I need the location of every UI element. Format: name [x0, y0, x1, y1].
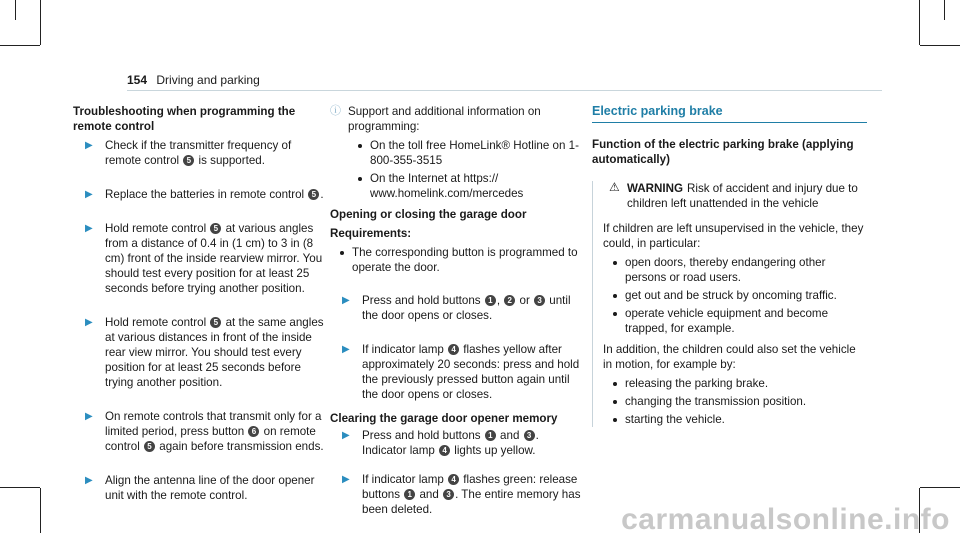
column-troubleshooting [73, 104, 325, 522]
warning-list-1 [603, 255, 867, 336]
troubleshooting-steps [73, 138, 325, 503]
step-text: Press and hold buttons [362, 294, 484, 307]
instruction-step [73, 473, 325, 503]
bullet-icon [613, 294, 617, 298]
step-text: If indicator lamp [362, 343, 448, 356]
page-number: 154 [127, 73, 148, 87]
step-text: Press and hold buttons [362, 429, 484, 442]
step-text: or [516, 294, 534, 307]
requirements-list [330, 245, 585, 275]
list-item [330, 245, 585, 275]
callout-number-badge: 5 [210, 317, 221, 328]
parking-brake-heading: Function of the electric parking brake (applying automatically) [592, 138, 854, 166]
step-text: . [320, 188, 324, 201]
warning-triangle-icon: ⚠ [609, 180, 620, 194]
list-item-text: changing the transmission position. [625, 395, 807, 408]
list-item-text: On the toll free HomeLink® Hotline on 1-800-355-3515 [370, 139, 579, 167]
callout-number-badge: 5 [210, 223, 221, 234]
step-text: again before transmission ends. [156, 440, 324, 453]
list-item-text: The corresponding button is programmed to operate the door. [352, 246, 578, 274]
callout-number-badge: 1 [485, 295, 496, 306]
info-note [330, 104, 585, 201]
step-text: is supported. [195, 154, 265, 167]
instruction-step [330, 472, 585, 517]
step-text: If indicator lamp [362, 473, 448, 486]
clearing-steps [330, 428, 585, 517]
step-text: until the door opens or closes. [362, 294, 571, 322]
callout-number-badge: 4 [439, 445, 450, 456]
step-arrow-icon: ▶ [342, 474, 350, 485]
info-text: Support and additional information on programming: [348, 105, 541, 133]
clearing-heading: Clearing the garage door opener memory [330, 412, 558, 425]
warning-text: Risk of accident and injury due to children left unattended in the vehicle [627, 182, 858, 210]
bullet-icon [613, 418, 617, 422]
callout-number-badge: 3 [443, 489, 454, 500]
step-text: and [496, 429, 523, 442]
instruction-step [330, 293, 585, 323]
step-text: and [416, 488, 443, 501]
bullet-icon [358, 144, 362, 148]
step-text: Hold remote control [105, 316, 210, 329]
step-text: Hold remote control [105, 222, 210, 235]
bullet-icon [613, 400, 617, 404]
instruction-step [330, 342, 585, 402]
step-arrow-icon: ▶ [85, 223, 93, 234]
step-text: flashes green: release buttons [362, 473, 578, 501]
instruction-step [73, 221, 325, 296]
crop-mark-bottom-left-v [40, 488, 41, 533]
opening-steps [330, 293, 585, 402]
instruction-step [73, 315, 325, 390]
watermark-text: carmanualsonline.info [621, 503, 950, 536]
step-arrow-icon: ▶ [85, 475, 93, 486]
instruction-step [73, 409, 325, 454]
crop-mark-bottom-right-h [920, 487, 960, 488]
callout-number-badge: 1 [485, 430, 496, 441]
crop-mark-top-left-v [40, 0, 41, 45]
warning-header [603, 181, 867, 211]
step-arrow-icon: ▶ [85, 189, 93, 200]
list-item [603, 255, 867, 285]
step-text: at the same angles at various distances in front of the inside rear view mirror. You should test every position for at least 25 seconds before trying another position. [105, 316, 324, 389]
step-text: Replace the batteries in remote control [105, 188, 308, 201]
opening-heading: Opening or closing the garage door [330, 208, 527, 221]
info-icon: ⓘ [330, 105, 341, 117]
list-item [603, 306, 867, 336]
list-item-text: On the Internet at https:// www.homelink.com/mercedes [370, 172, 524, 200]
bullet-icon [613, 312, 617, 316]
bullet-icon [340, 251, 344, 255]
bullet-icon [613, 261, 617, 265]
step-arrow-icon: ▶ [342, 344, 350, 355]
list-item [348, 138, 585, 168]
callout-number-badge: 5 [183, 155, 194, 166]
page-section-title: Driving and parking [156, 73, 260, 87]
callout-number-badge: 6 [248, 426, 259, 437]
requirements-title: Requirements: [330, 227, 412, 240]
step-arrow-icon: ▶ [85, 411, 93, 422]
warning-list-2 [603, 376, 867, 427]
bullet-icon [613, 382, 617, 386]
callout-number-badge: 5 [308, 189, 319, 200]
column-parking-brake [592, 104, 867, 433]
callout-number-badge: 4 [448, 344, 459, 355]
step-text: Check if the transmitter frequency of remote control [105, 139, 292, 167]
list-item-text: get out and be struck by oncoming traffic. [625, 289, 837, 302]
warning-paragraph-2: In addition, the children could also set the vehicle in motion, for example by: [603, 343, 856, 371]
troubleshooting-heading: Troubleshooting when programming the remote control [73, 105, 296, 133]
step-arrow-icon: ▶ [85, 317, 93, 328]
crop-mark-top-left-v2 [15, 0, 16, 20]
callout-number-badge: 5 [144, 441, 155, 452]
page-header [127, 73, 260, 88]
callout-number-badge: 1 [404, 489, 415, 500]
list-item [603, 394, 867, 409]
header-rule [127, 90, 882, 91]
step-text: On remote controls that transmit only for a limited period, press button [105, 410, 322, 438]
bullet-icon [358, 177, 362, 181]
list-item [603, 376, 867, 391]
warning-box [592, 181, 867, 427]
list-item [603, 288, 867, 303]
step-arrow-icon: ▶ [342, 295, 350, 306]
warning-paragraph-1: If children are left unsupervised in the vehicle, they could, in particular: [603, 222, 864, 250]
instruction-step [73, 138, 325, 168]
warning-label: WARNING [627, 182, 684, 195]
crop-mark-top-left-h [0, 45, 40, 46]
step-text: on remote control [105, 425, 316, 453]
step-text: lights up yellow. [451, 444, 536, 457]
section-title: Electric parking brake [592, 104, 867, 123]
list-item-text: starting the vehicle. [625, 413, 725, 426]
list-item-text: operate vehicle equipment and become trapped, for example. [625, 307, 829, 335]
instruction-step [330, 428, 585, 458]
list-item [348, 171, 585, 201]
list-item-text: open doors, thereby endangering other persons or road users. [625, 256, 826, 284]
column-garage-door [330, 104, 585, 531]
crop-mark-top-right-h [920, 45, 960, 46]
step-arrow-icon: ▶ [85, 140, 93, 151]
step-text: flashes yellow after approximately 20 seconds: press and hold the previously pressed button again until the door opens or closes. [362, 343, 580, 401]
callout-number-badge: 3 [534, 295, 545, 306]
crop-mark-top-right-v2 [944, 0, 945, 20]
step-text: at various angles from a distance of 0.4 in (1 cm) to 3 in (8 cm) front of the inside rearview mirror. You should test every position for at least 25 seconds before trying another position. [105, 222, 323, 295]
step-text: . The entire memory has been deleted. [362, 488, 581, 516]
crop-mark-bottom-left-h [0, 487, 40, 488]
list-item [603, 412, 867, 427]
step-text: Align the antenna line of the door opener unit with the remote control. [105, 474, 315, 502]
callout-number-badge: 2 [504, 295, 515, 306]
step-text: , [496, 294, 504, 307]
crop-mark-top-right-v [919, 0, 920, 45]
step-arrow-icon: ▶ [342, 430, 350, 441]
step-text: . Indicator lamp [362, 429, 539, 457]
info-bullets [348, 138, 585, 201]
instruction-step [73, 187, 325, 202]
list-item-text: releasing the parking brake. [625, 377, 769, 390]
callout-number-badge: 4 [448, 474, 459, 485]
callout-number-badge: 3 [524, 430, 535, 441]
